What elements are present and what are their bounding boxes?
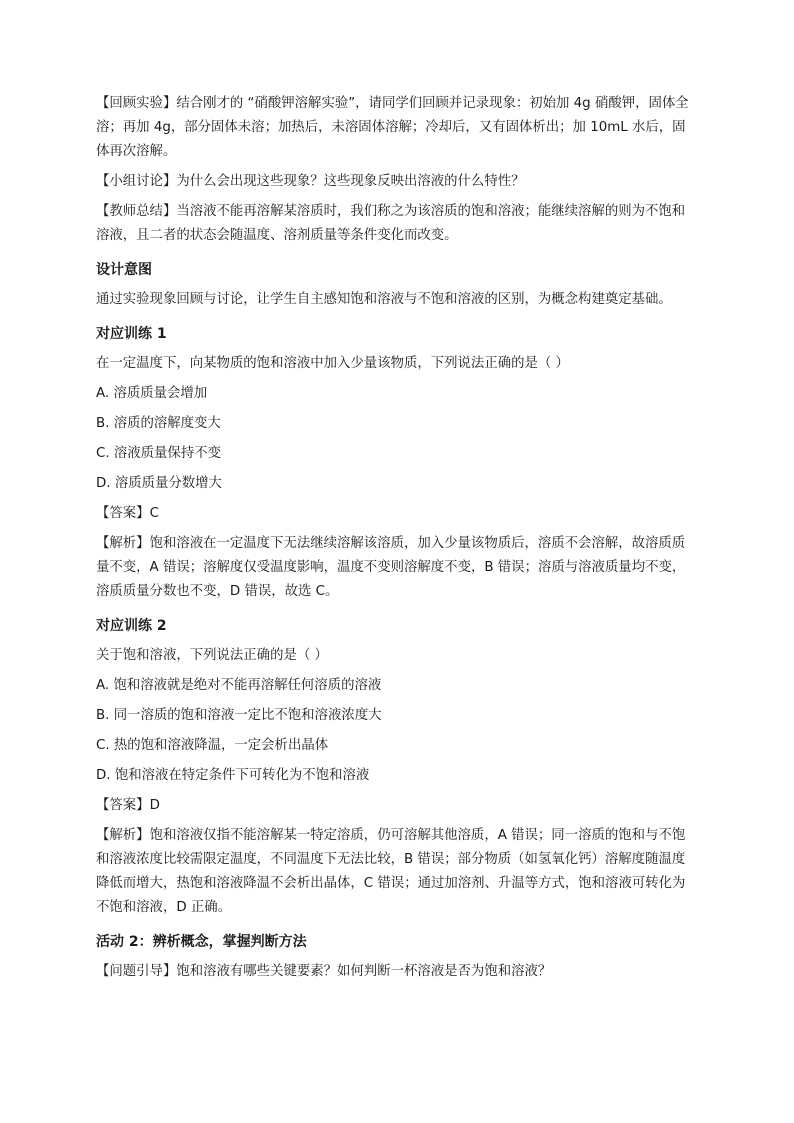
paragraph-text: 为什么会出现这些现象？这些现象反映出溶液的什么特性？ <box>176 174 525 189</box>
paragraph <box>96 532 698 604</box>
answer-option: C. 溶液质量保持不变 <box>96 446 221 461</box>
paragraph <box>96 502 698 526</box>
paragraph-text: D <box>149 798 160 813</box>
section-heading: 活动 2：辨析概念，掌握判断方法 <box>96 934 307 950</box>
paragraph <box>96 352 698 376</box>
paragraph-text: 通过实验现象回顾与讨论，让学生自主感知饱和溶液与不饱和溶液的区别，为概念构建奠定基础。 <box>96 292 672 307</box>
paragraph-label: 【问题引导】 <box>96 964 177 979</box>
paragraph-text: 关于饱和溶液，下列说法正确的是（ ） <box>96 648 328 663</box>
paragraph-text: 饱和溶液在一定温度下无法继续溶解该溶质，加入少量该物质后，溶质不会溶解，故溶质质量不变，A 错误；溶解度仅受温度影响，温度不变则溶解度不变，B 错误；溶质与溶液质量均不变，溶质质量分数也不变，D 错误，故选 C。 <box>96 536 686 599</box>
answer-option: B. 同一溶质的饱和溶液一定比不饱和溶液浓度大 <box>96 708 382 723</box>
answer-option: C. 热的饱和溶液降温，一定会析出晶体 <box>96 738 329 753</box>
paragraph-label: 【解析】 <box>96 536 150 551</box>
paragraph <box>96 824 698 920</box>
answer-option: A. 饱和溶液就是绝对不能再溶解任何溶质的溶液 <box>96 678 382 693</box>
paragraph <box>96 200 698 248</box>
paragraph-label: 【教师总结】 <box>96 204 177 219</box>
paragraph-label: 【回顾实验】 <box>96 96 177 111</box>
paragraph <box>96 92 698 164</box>
paragraph-label: 【解析】 <box>96 828 150 843</box>
paragraph <box>96 170 698 194</box>
answer-option: D. 饱和溶液在特定条件下可转化为不饱和溶液 <box>96 768 370 783</box>
paragraph-label: 【答案】 <box>96 798 150 813</box>
section-heading: 对应训练 2 <box>96 618 167 634</box>
paragraph-text: 结合刚才的 “硝酸钾溶解实验”，请同学们回顾并记录现象：初始加 4g 硝酸钾，固体全溶；再加 4g，部分固体未溶；加热后，未溶固体溶解；冷却后，又有固体析出；加 10mL 水后，固体再次溶解。 <box>96 96 689 159</box>
paragraph-text: C <box>149 506 159 521</box>
document-body <box>96 92 698 990</box>
paragraph <box>96 960 698 984</box>
paragraph-text: 饱和溶液有哪些关键要素？如何判断一杯溶液是否为饱和溶液？ <box>176 964 552 979</box>
paragraph <box>96 794 698 818</box>
paragraph-text: 当溶液不能再溶解某溶质时，我们称之为该溶质的饱和溶液；能继续溶解的则为不饱和溶液，且二者的状态会随温度、溶剂质量等条件变化而改变。 <box>96 204 686 243</box>
paragraph <box>96 644 698 668</box>
section-heading: 对应训练 1 <box>96 326 167 342</box>
answer-option: D. 溶质质量分数增大 <box>96 476 222 491</box>
paragraph <box>96 288 698 312</box>
answer-option: B. 溶质的溶解度变大 <box>96 416 221 431</box>
answer-option: A. 溶质质量会增加 <box>96 386 208 401</box>
paragraph-text: 饱和溶液仅指不能溶解某一特定溶质，仍可溶解其他溶质，A 错误；同一溶质的饱和与不饱和溶液浓度比较需限定温度，不同温度下无法比较，B 错误；部分物质（如氢氧化钙）溶解度随温度降低而增大，热饱和溶液降温不会析出晶体，C 错误；通过加溶剂、升温等方式，饱和溶液可转化为不饱和溶液，D 正确。 <box>96 828 686 915</box>
paragraph-text: 在一定温度下，向某物质的饱和溶液中加入少量该物质，下列说法正确的是（ ） <box>96 356 569 371</box>
paragraph-label: 【答案】 <box>96 506 150 521</box>
paragraph-label: 【小组讨论】 <box>96 174 177 189</box>
section-heading: 设计意图 <box>96 262 152 278</box>
